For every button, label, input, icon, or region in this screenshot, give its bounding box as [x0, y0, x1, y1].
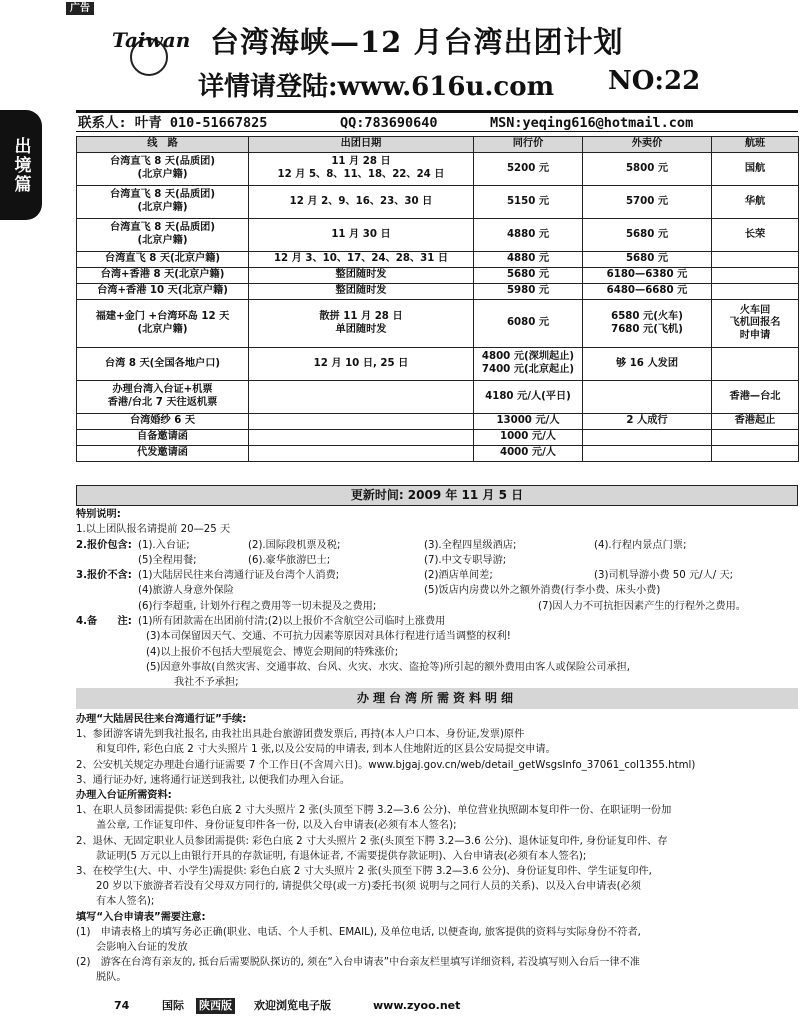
date-cell: 散拼 11 月 28 日 单团随时发	[249, 300, 474, 348]
exclude-item: (1)大陆居民往来台湾通行证及台湾个人消费;	[138, 570, 340, 582]
retail-price-cell	[583, 381, 712, 414]
process-step-cont: 有本人签名);	[96, 896, 155, 908]
exclude-item: (4)旅游人身意外保险	[138, 585, 234, 597]
remark-item: (3)本司保留因天气、交通、不可抗力因素等原因对具体行程进行适当调整的权利!	[146, 631, 511, 643]
flight-cell	[712, 284, 799, 300]
process-heading: 填写“入台申请表”需要注意:	[76, 911, 206, 923]
table-row	[77, 219, 799, 252]
process-step-cont: 脱队。	[96, 972, 127, 984]
remark-item: (4)以上报价不包括大型展览会、博览会期间的特殊涨价;	[146, 646, 399, 658]
route-cell: 台湾婚纱 6 天	[77, 414, 249, 430]
process-step: 3、在校学生(大、中、小学生)需提供: 彩色白底 2 寸大头照片 2 张(头顶至下腭 3.2—3.6 公分)、身份证复印件、学生证复印件,	[76, 866, 652, 878]
flight-cell	[712, 252, 799, 268]
retail-price-cell: 6180—6380 元	[583, 268, 712, 284]
table-row	[77, 414, 799, 430]
retail-price-cell: 2 人成行	[583, 414, 712, 430]
date-cell: 11 月 30 日	[249, 219, 474, 252]
process-heading: 办理入台证所需资料:	[76, 790, 172, 802]
process-step: 1、参团游客请先到我社报名, 由我社出具赴台旅游团费发票后, 再持(本人户口本、身份证,发票)原件	[76, 729, 525, 741]
process-step: (1) 申请表格上的填写务必正确(职业、电话、个人手机、EMAIL), 及单位电话, 以便查询, 旅客提供的资料与实际身份不符者,	[76, 926, 641, 938]
footer-section: 国际	[162, 999, 184, 1012]
remark-item: (5)因意外事故(自然灾害、交通事故、台风、火灾、水灾、盗抢等)所引起的额外费用由客人或保险公司承担,	[146, 661, 631, 673]
update-time-bar: 更新时间: 2009 年 11 月 5 日	[76, 485, 798, 506]
flight-cell	[712, 430, 799, 446]
route-cell: 台湾+香港 8 天(北京户籍)	[77, 268, 249, 284]
remark-item: 我社不予承担;	[174, 677, 239, 689]
retail-price-cell: 6580 元(火车) 7680 元(飞机)	[583, 300, 712, 348]
tour-plan-table	[76, 136, 799, 462]
route-cell: 台湾直飞 8 天(品质团) (北京户籍)	[77, 219, 249, 252]
retail-price-cell: 5700 元	[583, 186, 712, 219]
trade-price-cell: 5980 元	[474, 284, 583, 300]
section-side-tab	[0, 110, 42, 220]
flight-cell	[712, 268, 799, 284]
contact-bar	[76, 110, 798, 132]
route-cell: 代发邀请函	[77, 446, 249, 462]
process-step-cont: 盖公章, 工作证复印件、身份证复印件各一份, 以及入台申请表(必须有本人签名);	[96, 820, 457, 832]
trade-price-cell: 6080 元	[474, 300, 583, 348]
retail-price-cell: 够 16 人发团	[583, 348, 712, 381]
section-title-materials: 办理台湾所需资料明细	[76, 688, 798, 709]
flight-cell: 长荣	[712, 219, 799, 252]
retail-price-cell: 6480—6680 元	[583, 284, 712, 300]
retail-price-cell: 5680 元	[583, 252, 712, 268]
trade-price-cell: 4880 元	[474, 252, 583, 268]
issue-number: NO:22	[608, 66, 701, 96]
website-text: 详情请登陆:www.616u.com	[198, 72, 555, 102]
agency-logo	[112, 18, 191, 82]
process-step-cont: 20 岁以下旅游者若没有父母双方同行的, 请提供父母(或一方)委托书(须 说明与之同行人员的关系)、以及入台申请表(必须	[96, 881, 641, 893]
process-step: 2、退休、无固定职业人员参团需提供: 彩色白底 2 寸大头照片 2 张(头顶至下腭 3.2—3.6 公分)、退休证复印件, 身份证复印件、存	[76, 835, 668, 847]
excludes-label: 3.报价不含:	[76, 570, 132, 582]
process-step: 3、通行证办好, 速将通行证送到我社, 以便我们办理入台证。	[76, 774, 351, 786]
table-row	[77, 186, 799, 219]
notes-line1: 1.以上团队报名请提前 20—25 天	[76, 524, 231, 536]
route-cell: 自备邀请函	[77, 430, 249, 446]
retail-price-cell	[583, 446, 712, 462]
route-cell: 台湾直飞 8 天(品质团) (北京户籍)	[77, 186, 249, 219]
notes-title: 特别说明:	[76, 509, 121, 520]
route-cell: 台湾 8 天(全国各地户口)	[77, 348, 249, 381]
logo-word: Taiwan	[112, 28, 191, 52]
remarks-label: 4.备 注:	[76, 616, 132, 628]
page-footer	[76, 998, 798, 1016]
flight-cell: 火车回 飞机回报名 时申请	[712, 300, 799, 348]
edition-mark: 陕西版	[196, 998, 235, 1014]
date-cell: 12 月 2、9、16、23、30 日	[249, 186, 474, 219]
date-cell: 12 月 3、10、17、24、28、31 日	[249, 252, 474, 268]
retail-price-cell: 5680 元	[583, 219, 712, 252]
route-cell: 台湾+香港 10 天(北京户籍)	[77, 284, 249, 300]
table-row	[77, 348, 799, 381]
table-row	[77, 252, 799, 268]
ad-tag: 广告	[66, 2, 94, 15]
header-retail-price: 外卖价	[583, 137, 712, 153]
header-flight: 航班	[712, 137, 799, 153]
trade-price-cell: 5680 元	[474, 268, 583, 284]
table-row	[77, 268, 799, 284]
process-step-cont: 和复印件, 彩色白底 2 寸大头照片 1 张,以及公安局的申请表, 到本人住地附近的区县公安局提交申请。	[96, 744, 556, 756]
trade-price-cell: 4180 元/人(平日)	[474, 381, 583, 414]
table-row	[77, 300, 799, 348]
include-item: (2).国际段机票及税;	[248, 539, 341, 551]
route-cell: 台湾直飞 8 天(品质团) (北京户籍)	[77, 153, 249, 186]
header-route: 线 路	[77, 137, 249, 153]
trade-price-cell: 4800 元(深圳起止) 7400 元(北京起止)	[474, 348, 583, 381]
table-row	[77, 446, 799, 462]
trade-price-cell: 4880 元	[474, 219, 583, 252]
route-cell: 台湾直飞 8 天(北京户籍)	[77, 252, 249, 268]
route-cell: 福建+金门 +台湾环岛 12 天 (北京户籍)	[77, 300, 249, 348]
page-number: 74	[114, 999, 130, 1012]
footer-site-link[interactable]: www.zyoo.net	[373, 999, 461, 1012]
process-step: 2、公安机关规定办理赴台通行证需要 7 个工作日(不含周六日)。www.bjgaj.gov.cn/web/detail_getWsgsInfo_37061_col1355.html)	[76, 759, 696, 771]
date-cell: 12 月 10 日, 25 日	[249, 348, 474, 381]
trade-price-cell: 5200 元	[474, 153, 583, 186]
process-heading: 办理“大陆居民往来台湾通行证”手续:	[76, 714, 247, 725]
table-row	[77, 153, 799, 186]
retail-price-cell: 5800 元	[583, 153, 712, 186]
date-cell	[249, 414, 474, 430]
retail-price-cell	[583, 430, 712, 446]
header-trade-price: 同行价	[474, 137, 583, 153]
trade-price-cell: 13000 元/人	[474, 414, 583, 430]
table-row	[77, 381, 799, 414]
include-item: (1).入台证;	[138, 539, 190, 551]
special-notes	[76, 507, 798, 691]
flight-cell: 香港起止	[712, 414, 799, 430]
exclude-item: (7)因人力不可抗拒因素产生的行程外之费用。	[538, 600, 746, 612]
date-cell	[249, 430, 474, 446]
process-step: (2) 游客在台湾有亲友的, 抵台后需要脱队探访的, 须在“入台申请表”中台亲友栏里填写详细资料, 若没填写则入台后一律不准	[76, 957, 640, 969]
date-cell: 11 月 28 日 12 月 5、8、11、18、22、24 日	[249, 153, 474, 186]
date-cell	[249, 446, 474, 462]
flight-cell	[712, 348, 799, 381]
trade-price-cell: 1000 元/人	[474, 430, 583, 446]
trade-price-cell: 4000 元/人	[474, 446, 583, 462]
table-row	[77, 284, 799, 300]
trade-price-cell: 5150 元	[474, 186, 583, 219]
table-header-row	[77, 137, 799, 153]
exclude-item: (3)司机导游小费 50 元/人/ 天;	[594, 570, 734, 582]
include-item: (5)全程用餐;	[138, 554, 197, 566]
date-cell	[249, 381, 474, 414]
website-line	[198, 66, 701, 103]
exclude-item: (2)酒店单间差;	[424, 570, 493, 582]
date-cell: 整团随时发	[249, 284, 474, 300]
include-item: (4).行程内景点门票;	[594, 539, 687, 551]
header-date: 出团日期	[249, 137, 474, 153]
process-step-cont: 款证明(5 万元以上由银行开具的存款证明, 有退休证者, 不需要提供存款证明)、入台申请表(必须有本人签名);	[96, 850, 587, 862]
include-item: (6).豪华旅游巴士;	[248, 554, 331, 566]
flight-cell: 华航	[712, 186, 799, 219]
flight-cell	[712, 446, 799, 462]
include-item: (7).中文专职导游;	[424, 554, 507, 566]
contact-person: 联系人: 叶青 010-51667825	[78, 115, 268, 131]
remark-item: (1)所有团款需在出团前付清;(2)以上报价不含航空公司临时上涨费用	[138, 616, 446, 628]
footer-text: 欢迎浏览电子版	[254, 999, 331, 1012]
include-item: (3).全程四星级酒店;	[424, 539, 517, 551]
route-cell: 办理台湾入台证+机票 香港/台北 7 天往返机票	[77, 381, 249, 414]
date-cell: 整团随时发	[249, 268, 474, 284]
contact-msn: MSN:yeqing616@hotmail.com	[490, 115, 694, 131]
headline: 台湾海峡—12 月台湾出团计划	[210, 25, 624, 59]
flight-cell: 国航	[712, 153, 799, 186]
process-step-cont: 会影响入台证的发放	[96, 942, 188, 954]
exclude-item: (5)饭店内房费以外之额外消费(行李小费、床头小费)	[424, 585, 661, 597]
flight-cell: 香港—台北	[712, 381, 799, 414]
contact-qq: QQ:783690640	[340, 115, 438, 131]
side-tab-label: 出境篇	[10, 136, 31, 194]
exclude-item: (6)行李超重, 计划外行程之费用等一切未提及之费用;	[138, 600, 377, 612]
application-process	[76, 712, 798, 986]
includes-label: 2.报价包含:	[76, 539, 132, 551]
table-row	[77, 430, 799, 446]
process-step: 1、在职人员参团需提供: 彩色白底 2 寸大头照片 2 张(头顶至下腭 3.2—3.6 公分)、单位营业执照副本复印件一份、在职证明一份加	[76, 805, 672, 817]
